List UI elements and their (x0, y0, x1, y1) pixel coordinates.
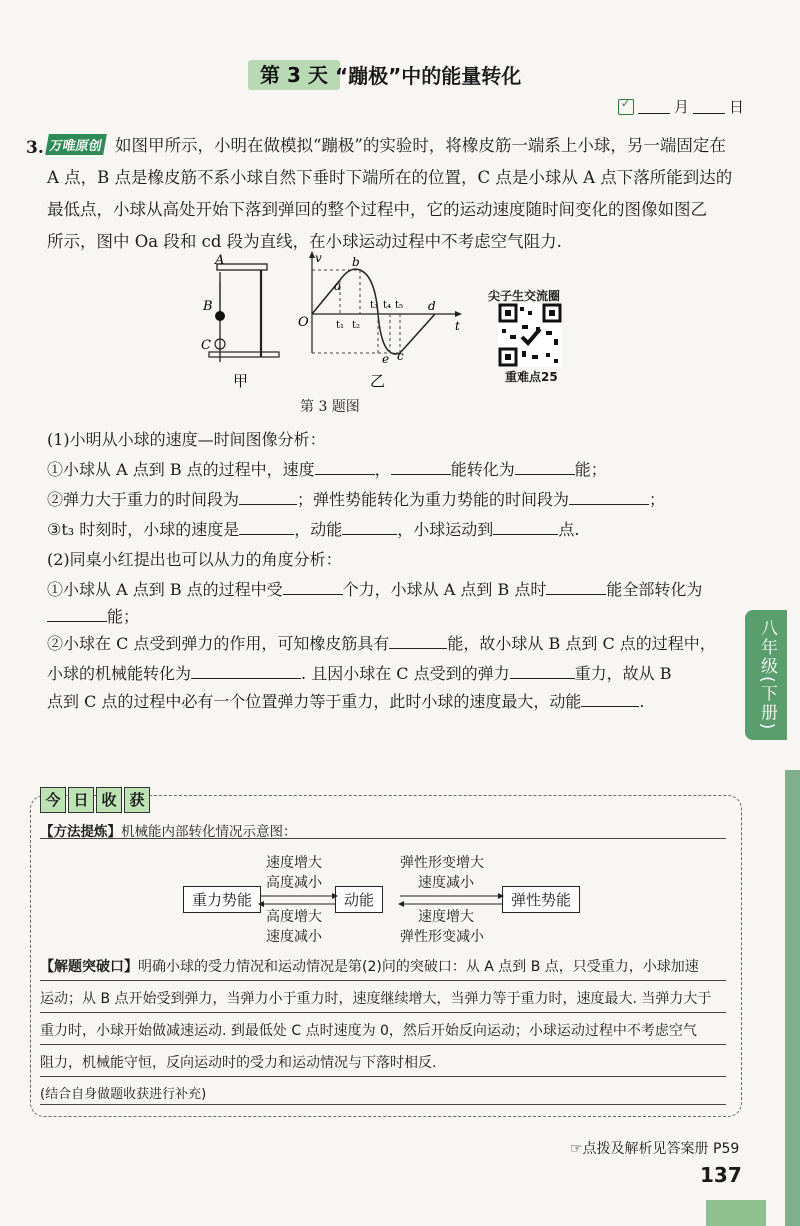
point-a: a (334, 279, 342, 293)
break-label: 【解题突破口】 (40, 959, 138, 975)
left-top-2: 高度减小 (266, 875, 322, 891)
answer-blank[interactable] (515, 456, 575, 475)
divider (40, 1012, 726, 1013)
figure-yi (290, 248, 470, 393)
text: ②弹力大于重力的时间段为 (47, 490, 240, 509)
text: 明确小球的受力情况和运动情况是第(2)问的突破口：从 A 点到 B 点，只受重力，小球加速 (138, 959, 699, 975)
method-label: 【方法提炼】 (40, 824, 121, 840)
date-fill-row (618, 96, 744, 117)
grade-side-tab: 八年级(下册) (745, 610, 787, 740)
divider (40, 980, 726, 981)
answer-blank[interactable] (569, 486, 649, 505)
tick-t3: t₃ (370, 300, 379, 311)
part1-line3 (47, 516, 579, 544)
break-line-3: 重力时，小球开始做减速运动. 到最低处 C 点时速度为 0，然后开始反向运动；小球运动过程中不考虑空气 (40, 1023, 697, 1039)
text: ②小球在 C 点受到弹力的作用，可知橡皮筋具有 (47, 634, 390, 653)
text: 小球的机械能转化为 (47, 664, 192, 683)
axis-t: t (455, 319, 460, 333)
left-bottom-1: 高度增大 (266, 909, 322, 925)
part2-line2 (47, 630, 716, 658)
text: ③t₃ 时刻时，小球的速度是 (47, 520, 240, 539)
method-row (40, 820, 297, 840)
right-top-1: 弹性形变增大 (400, 855, 484, 871)
answer-blank[interactable] (510, 660, 575, 679)
month-label: 月 (674, 98, 690, 116)
part2-line4 (47, 688, 645, 716)
break-line-4: 阻力，机械能守恒，反向运动时的受力和运动情况与下落时相反. (40, 1055, 437, 1071)
question-tag: 万唯原创 (45, 134, 107, 155)
harvest-char: 日 (68, 787, 94, 813)
answer-blank[interactable] (581, 688, 639, 707)
label-A: A (215, 253, 225, 268)
calendar-icon (618, 99, 634, 115)
text: ①小球从 A 点到 B 点的过程中，速度 (47, 460, 315, 479)
break-line-2: 运动；从 B 点开始受到弹力，当弹力小于重力时，速度继续增大，当弹力等于重力时，速度最大. 当弹力大于 (40, 991, 712, 1007)
answer-blank[interactable] (546, 576, 606, 595)
tick-t2: t₂ (352, 320, 361, 331)
point-b: b (352, 255, 360, 269)
harvest-char: 收 (96, 787, 122, 813)
point-e: e (382, 352, 390, 366)
answer-blank[interactable] (239, 486, 297, 505)
day-label: 日 (729, 98, 745, 116)
axis-v: v (315, 251, 322, 265)
point-c: c (397, 349, 404, 363)
qr-top-text: 尖子生交流圈 (488, 289, 561, 303)
page-title: “蹦极”中的能量转化 (335, 64, 522, 88)
harvest-char: 今 (40, 787, 66, 813)
month-blank[interactable] (638, 99, 670, 114)
question-number: 3. (26, 138, 44, 158)
divider (40, 838, 726, 839)
fig-yi-label: 乙 (370, 372, 386, 390)
tick-t4: t₄ (383, 300, 392, 311)
divider (40, 1044, 726, 1045)
text: . (639, 692, 645, 711)
text: 能； (107, 607, 140, 626)
answer-blank[interactable] (283, 576, 343, 595)
page-number: 137 (700, 1163, 742, 1187)
part1-line1 (47, 456, 607, 484)
day-badge: 第 3 天 (248, 60, 340, 90)
box-elastic-pe: 弹性势能 (502, 886, 580, 913)
box-gravity-pe: 重力势能 (183, 886, 261, 913)
part2-line1b (47, 603, 139, 631)
edge-strip (785, 770, 800, 1226)
answer-blank[interactable] (391, 456, 451, 475)
harvest-title (40, 787, 150, 813)
label-C: C (201, 338, 211, 353)
answer-blank[interactable] (315, 456, 375, 475)
answer-blank[interactable] (389, 630, 447, 649)
part2-line3 (47, 660, 671, 688)
right-top-2: 速度减小 (418, 875, 474, 891)
right-bottom-1: 速度增大 (418, 909, 474, 925)
part1-heading: (1)小明从小球的速度—时间图像分析： (47, 430, 326, 449)
part2-line1 (47, 576, 702, 604)
text: 重力，故从 B (574, 664, 672, 683)
box-kinetic: 动能 (335, 886, 383, 913)
stem-line-1: 如图甲所示，小明在做模拟“蹦极”的实验时，将橡皮筋一端系上小球，另一端固定在 (115, 136, 726, 155)
qr-code-icon[interactable] (498, 303, 562, 367)
day-blank[interactable] (693, 99, 725, 114)
supplement-note: (结合自身做题收获进行补充) (40, 1087, 207, 1102)
answer-blank[interactable] (239, 516, 294, 535)
point-d: d (428, 299, 436, 313)
text: ，动能 (294, 520, 343, 539)
answer-blank[interactable] (493, 516, 558, 535)
left-top-1: 速度增大 (266, 855, 322, 871)
part1-line2 (47, 486, 665, 514)
stem-line-2: A 点，B 点是橡皮筋不系小球自然下垂时下端所在的位置，C 点是小球从 A 点下落所能到达的 (47, 168, 733, 187)
method-text: 机械能内部转化情况示意图： (121, 824, 297, 840)
text: 点到 C 点的过程中必有一个位置弹力等于重力，此时小球的速度最大，动能 (47, 692, 582, 711)
fig-jia-label: 甲 (233, 372, 249, 390)
tick-t1: t₁ (336, 320, 345, 331)
text: . 且因小球在 C 点受到的弹力 (301, 664, 510, 683)
answer-blank[interactable] (191, 660, 301, 679)
text: ； (649, 490, 666, 509)
question-stem (47, 130, 737, 258)
text: ；弹性势能转化为重力势能的时间段为 (297, 490, 570, 509)
text: ， (374, 460, 391, 479)
text: 能，故小球从 B 点到 C 点的过程中， (447, 634, 716, 653)
figure-jia (195, 252, 285, 392)
text: 能； (574, 460, 607, 479)
answer-reference: ☞点拨及解析见答案册 P59 (570, 1141, 740, 1157)
text: ，小球运动到 (397, 520, 494, 539)
qr-bottom-text: 重难点25 (505, 370, 558, 384)
stem-line-3: 最低点，小球从高处开始下落到弹回的整个过程中，它的运动速度随时间变化的图像如图乙 (47, 200, 707, 219)
text: 能全部转化为 (606, 580, 703, 599)
harvest-char: 获 (124, 787, 150, 813)
part2-heading: (2)同桌小红提出也可以从力的角度分析： (47, 550, 342, 569)
label-B: B (203, 299, 213, 314)
left-bottom-2: 速度减小 (266, 929, 322, 945)
answer-blank[interactable] (47, 603, 107, 622)
text: 能转化为 (450, 460, 515, 479)
divider (40, 1076, 726, 1077)
tick-t5: t₅ (395, 300, 404, 311)
answer-blank[interactable] (342, 516, 397, 535)
break-line-1 (40, 952, 730, 982)
text: ①小球从 A 点到 B 点的过程中受 (47, 580, 283, 599)
text: 点. (558, 520, 580, 539)
text: 个力，小球从 A 点到 B 点时 (342, 580, 547, 599)
right-bottom-2: 弹性形变减小 (400, 929, 484, 945)
stem-line-4: 所示，图中 Oa 段和 cd 段为直线，在小球运动过程中不考虑空气阻力. (47, 232, 562, 251)
bottom-tab (706, 1200, 766, 1226)
divider (40, 1104, 726, 1105)
figure-caption: 第 3 题图 (300, 399, 360, 415)
origin-O: O (298, 315, 309, 330)
